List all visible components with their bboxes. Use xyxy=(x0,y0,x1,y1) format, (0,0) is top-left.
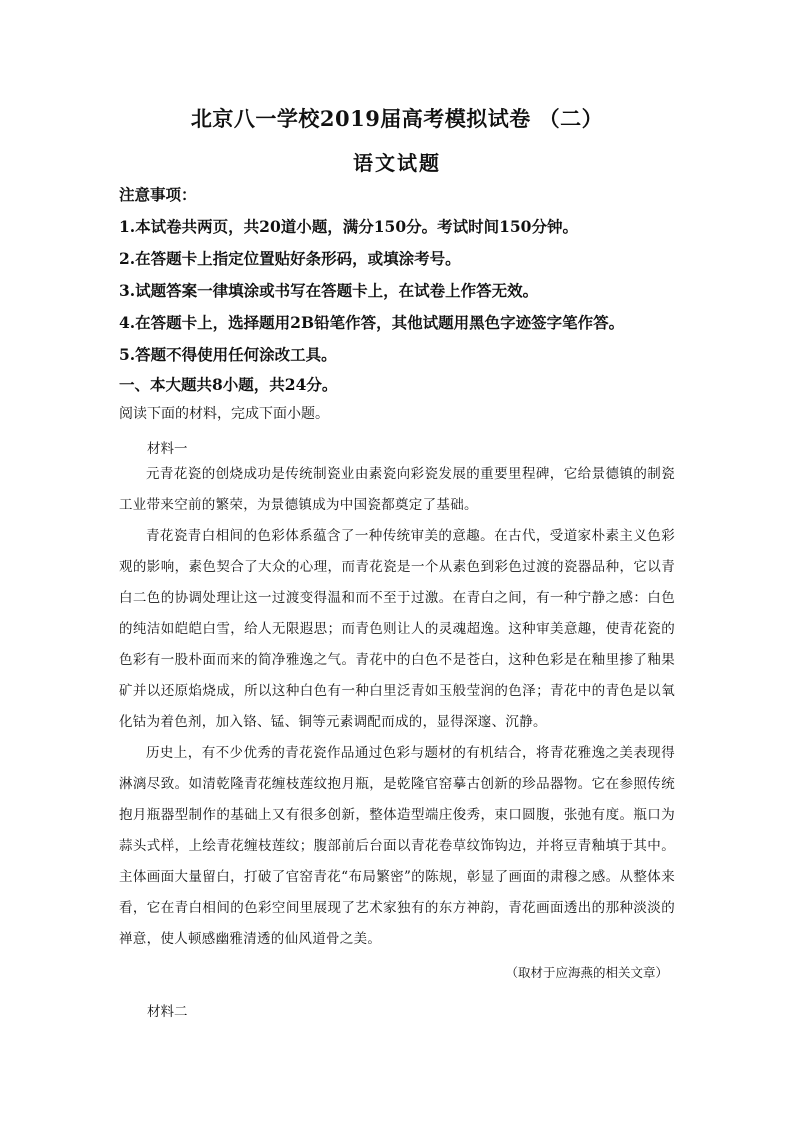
material-one-label: 材料一 xyxy=(147,441,188,457)
section-heading: 一、本大题共8小题，共24分。 xyxy=(119,375,338,394)
material-source: （取材于应海燕的相关文章） xyxy=(505,965,668,980)
material-two-label: 材料二 xyxy=(147,1004,188,1020)
notice-item: 4.在答题卡上，选择题用2B铅笔作答，其他试题用黑色字迹签字笔作答。 xyxy=(119,313,625,332)
section-instruction: 阅读下面的材料，完成下面小题。 xyxy=(119,406,329,422)
notice-item: 5.答题不得使用任何涂改工具。 xyxy=(119,345,337,364)
page-title: 北京八一学校2019届高考模拟试卷 （二） xyxy=(190,106,604,131)
notice-item: 2.在答题卡上指定位置贴好条形码，或填涂考号。 xyxy=(119,249,461,268)
notice-heading: 注意事项： xyxy=(119,185,197,204)
notice-item: 1.本试卷共两页，共20道小题，满分150分。考试时间150分钟。 xyxy=(119,217,578,236)
material-paragraph: 青花瓷青白相间的色彩体系蕴含了一种传统审美的意趣。在古代，受道家朴素主义色彩观的影响，素色契合了大众的心理，而青花瓷是一个从素色到彩色过渡的瓷器品种，它以青白二色的协调处理让这一过渡变得温和而不至于过激。在青白之间，有一种宁静之感：白色的纯洁如皑皑白雪，给人无限遐思；而青色则让人的灵魂超逸。这种审美意趣，使青花瓷的色彩有一股朴面而来的简净雅逸之气。青花中的白色不是苍白，这种色彩是在釉里掺了釉果矿并以还原焰烧成，所以这种白色有一种白里泛青如玉般莹润的色泽；青花中的青色是以氧化钴为着色剂，加入铬、锰、铜等元素调配而成的，显得深邃、沉静。 xyxy=(119,528,675,730)
material-paragraph: 元青花瓷的创烧成功是传统制瓷业由素瓷向彩瓷发展的重要里程碑，它给景德镇的制瓷工业带来空前的繁荣，为景德镇成为中国瓷都奠定了基础。 xyxy=(119,466,675,513)
material-paragraph: 历史上，有不少优秀的青花瓷作品通过色彩与题材的有机结合，将青花雅逸之美表现得淋漓尽致。如清乾隆青花缠枝莲纹抱月瓶，是乾隆官窑摹古创新的珍品器物。它在参照传统抱月瓶器型制作的基础上又有很多创新，整体造型端庄俊秀，束口圆腹，张弛有度。瓶口为蒜头式样，上绘青花缠枝莲纹；腹部前后台面以青花卷草纹饰钩边，并将豆青釉填于其中。主体画面大量留白，打破了官窑青花“布局繁密”的陈规，彰显了画面的肃穆之感。从整体来看，它在青白相间的色彩空间里展现了艺术家独有的东方神韵，青花画面透出的那种淡淡的禅意，使人顿感幽雅清透的仙风道骨之美。 xyxy=(119,745,675,947)
page-subtitle: 语文试题 xyxy=(353,151,441,175)
material-one-body xyxy=(119,459,675,955)
notice-item: 3.试题答案一律填涂或书写在答题卡上，在试卷上作答无效。 xyxy=(119,281,539,300)
